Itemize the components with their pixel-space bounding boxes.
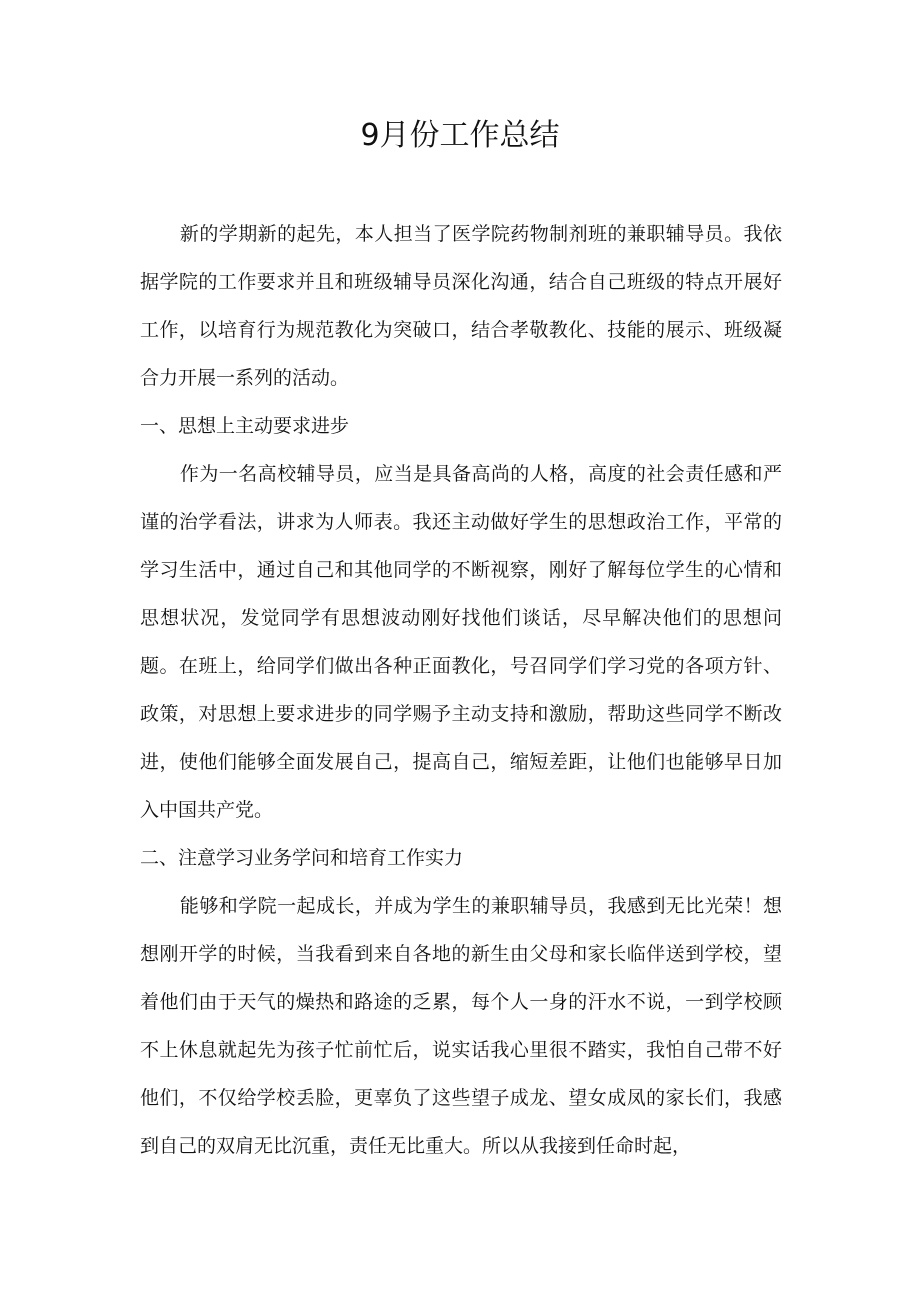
section-heading-1: 一、思想上主动要求进步 bbox=[140, 415, 350, 437]
paragraph-section-2: 能够和学院一起成长，并成为学生的兼职辅导员，我感到无比光荣！想想刚开学的时候，当我看到来自各地的新生由父母和家长临伴送到学校，望着他们由于天气的燥热和路途的乏累，每个人一身的汗水不说，一到学校顾不上休息就起先为孩子忙前忙后，说实话我心里很不踏实，我怕自己带不好他们，不仅给学校丢脸，更辜负了这些望子成龙、望女成凤的家长们，我感到自己的双肩无比沉重，责任无比重大。所以从我接到任命时起， bbox=[140, 895, 782, 1157]
paragraph-intro: 新的学期新的起先，本人担当了医学院药物制剂班的兼职辅导员。我依据学院的工作要求并且和班级辅导员深化沟通，结合自己班级的特点开展好工作，以培育行为规范教化为突破口，结合孝敬教化、技能的展示、班级凝合力开展一系列的活动。 bbox=[140, 223, 782, 389]
document-title: 9月份工作总结 bbox=[360, 118, 560, 153]
paragraph-section-1: 作为一名高校辅导员，应当是具备高尚的人格，高度的社会责任感和严谨的治学看法，讲求为人师表。我还主动做好学生的思想政治工作，平常的学习生活中，通过自己和其他同学的不断视察，刚好了解每位学生的心情和思想状况，发觉同学有思想波动刚好找他们谈话，尽早解决他们的思想问题。在班上，给同学们做出各种正面教化，号召同学们学习党的各项方针、政策，对思想上要求进步的同学赐予主动支持和激励，帮助这些同学不断改进，使他们能够全面发展自己，提高自己，缩短差距，让他们也能够早日加入中国共产党。 bbox=[140, 463, 782, 821]
section-heading-2: 二、注意学习业务学问和培育工作实力 bbox=[140, 847, 464, 869]
document-body bbox=[140, 210, 782, 1170]
